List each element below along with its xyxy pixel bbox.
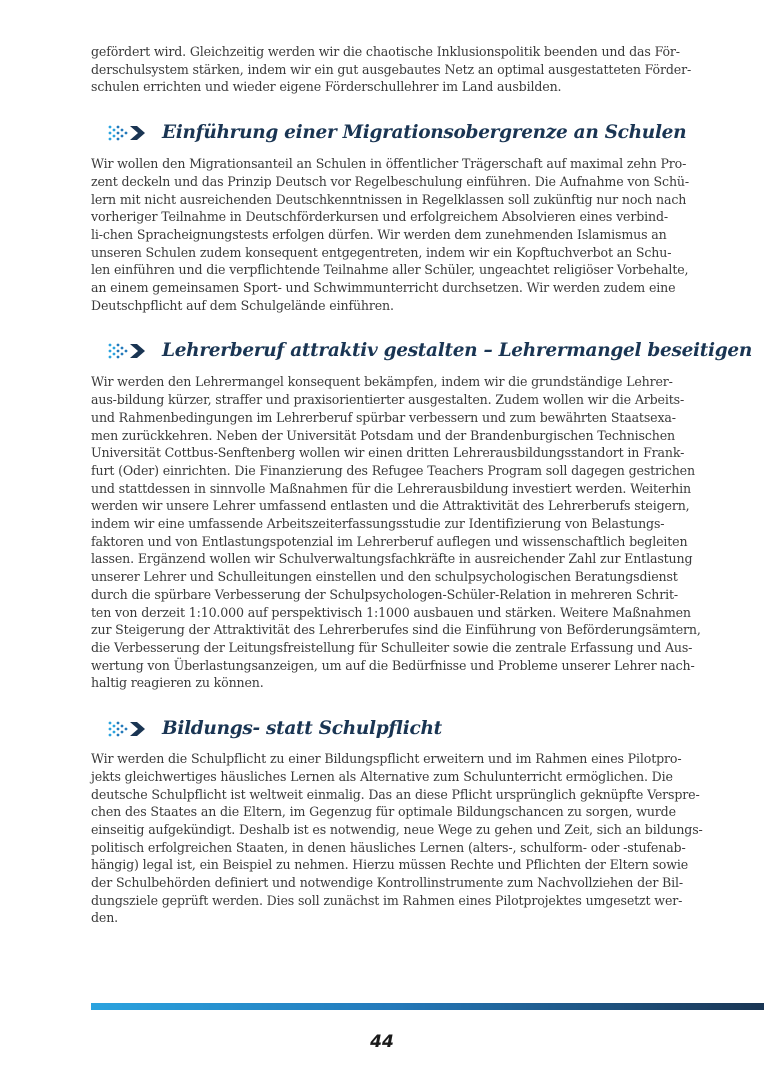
section-title: Einführung einer Migrationsobergrenze an Schulen — [162, 122, 687, 144]
section-heading-education-duty — [91, 718, 709, 739]
section-title: Bildungs- statt Schulpflicht — [162, 718, 442, 740]
section-body-migration-cap: Wir wollen den Migrationsanteil an Schulen in öffentlicher Trägerschaft auf maximal zehn Pro- zent deckeln und das Prinzip Deutsch vor Regelbeschulung einführen. Die Aufnahme von Schü- lern mit nicht ausreichenden Deutschkenntnissen in Regelklassen soll zukünftig nur noch nach vorheriger Teilnahme in Deutschförderkursen und erfolgreichem Absolvieren eines verbind- li-chen Spracheignungstests erfolgen dürfen. Wir werden dem zunehmenden Islamismus an unseren Schulen zudem konsequent entgegentreten, indem wir ein Kopftuchverbot an Schu- len einführen und die verpflichtende Teilnahme aller Schüler, ungeachtet religiöser Vorbehalte, an einem gemeinsamen Sport- und Schwimmunterricht durchsetzen. Wir werden zudem eine Deutschpflicht auf dem Schulgelände einführen. — [91, 156, 689, 313]
section-body-education-duty: Wir werden die Schulpflicht zu einer Bildungspflicht erweitern und im Rahmen eines Pilotpro- jekts gleichwertiges häusliches Lernen als Alternative zum Schulunterricht ermöglichen. Die deutsche Schulpflicht ist weltweit einmalig. Das an diese Pflicht ursprünglich geknüpfte Verspre- chen des Staates an die Eltern, im Gegenzug für optimale Bildungschancen zu sorgen, wurde einseitig aufgekündigt. Deshalb ist es notwendig, neue Wege zu gehen und Zeit, sich an bildungs- politisch erfolgreichen Staaten, in denen häusliches Lernen (alters-, schulform- oder -stufenab- hängig) legal ist, ein Beispiel zu nehmen. Hierzu müssen Rechte und Pflichten der Eltern sowie der Schulbehörden definiert und notwendige Kontrollinstrumente zum Nachvollziehen der Bil- dungsziele geprüft werden. Dies soll zunächst im Rahmen eines Pilotprojektes umgesetzt wer- den. — [91, 751, 703, 926]
chevron-arrows-icon — [108, 721, 148, 737]
page-content — [91, 43, 752, 927]
chevron-arrows-icon — [108, 343, 148, 359]
section-title: Lehrerberuf attraktiv gestalten – Lehrermangel beseitigen — [162, 340, 752, 362]
footer-divider-bar — [91, 1003, 764, 1010]
section-heading-migration-cap — [91, 122, 709, 143]
section-body-teaching-profession: Wir werden den Lehrermangel konsequent bekämpfen, indem wir die grundständige Lehrer- aus-bildung kürzer, straffer und praxisorientierter ausgestalten. Zudem wollen wir die Arbeits- und Rahmenbedingungen im Lehrerberuf spürbar verbessern und zum bewährten Staatsexa- men zurückkehren. Neben der Universität Potsdam und der Brandenburgischen Technischen Universität Cottbus-Senftenberg wollen wir einen dritten Lehrerausbildungsstandort in Frank- furt (Oder) einrichten. Die Finanzierung des Refugee Teachers Program soll dagegen gestrichen und stattdessen in sinnvolle Maßnahmen für die Lehrerausbildung investiert werden. Weiterhin werden wir unsere Lehrer umfassend entlasten und die Attraktivität des Lehrerberufs steigern, indem wir eine umfassende Arbeitszeiterfassungsstudie zur Identifizierung von Belastungs- faktoren und von Entlastungspotenzial im Lehrerberuf auflegen und wissenschaftlich begleiten lassen. Ergänzend wollen wir Schulverwaltungsfachkräfte in ausreichender Zahl zur Entlastung unserer Lehrer und Schulleitungen einstellen und den schulpsychologischen Beratungsdienst durch die spürbare Verbesserung der Schulpsychologen-Schüler-Relation in mehreren Schrit- ten von derzeit 1:10.000 auf perspektivisch 1:1000 ausbauen und stärken. Weitere Maßnahmen zur Steigerung der Attraktivität des Lehrerberufes sind die Einführung von Beförderungsämtern, die Verbesserung der Leitungsfreistellung für Schulleiter sowie die zentrale Erfassung und Aus- wertung von Überlastungsanzeigen, um auf die Bedürfnisse und Probleme unserer Lehrer nach- haltig reagieren zu können. — [91, 374, 701, 691]
section-heading-teaching-profession — [91, 340, 752, 362]
chevron-arrows-icon — [108, 125, 148, 141]
page-number: 44 — [370, 1032, 394, 1052]
intro-paragraph: gefördert wird. Gleichzeitig werden wir die chaotische Inklusionspolitik beenden und das För- derschulsystem stärken, indem wir ein gut ausgebautes Netz an optimal ausgestatteten Förder- schulen errichten und wieder eigene Förderschullehrer im Land ausbilden. — [91, 44, 692, 95]
